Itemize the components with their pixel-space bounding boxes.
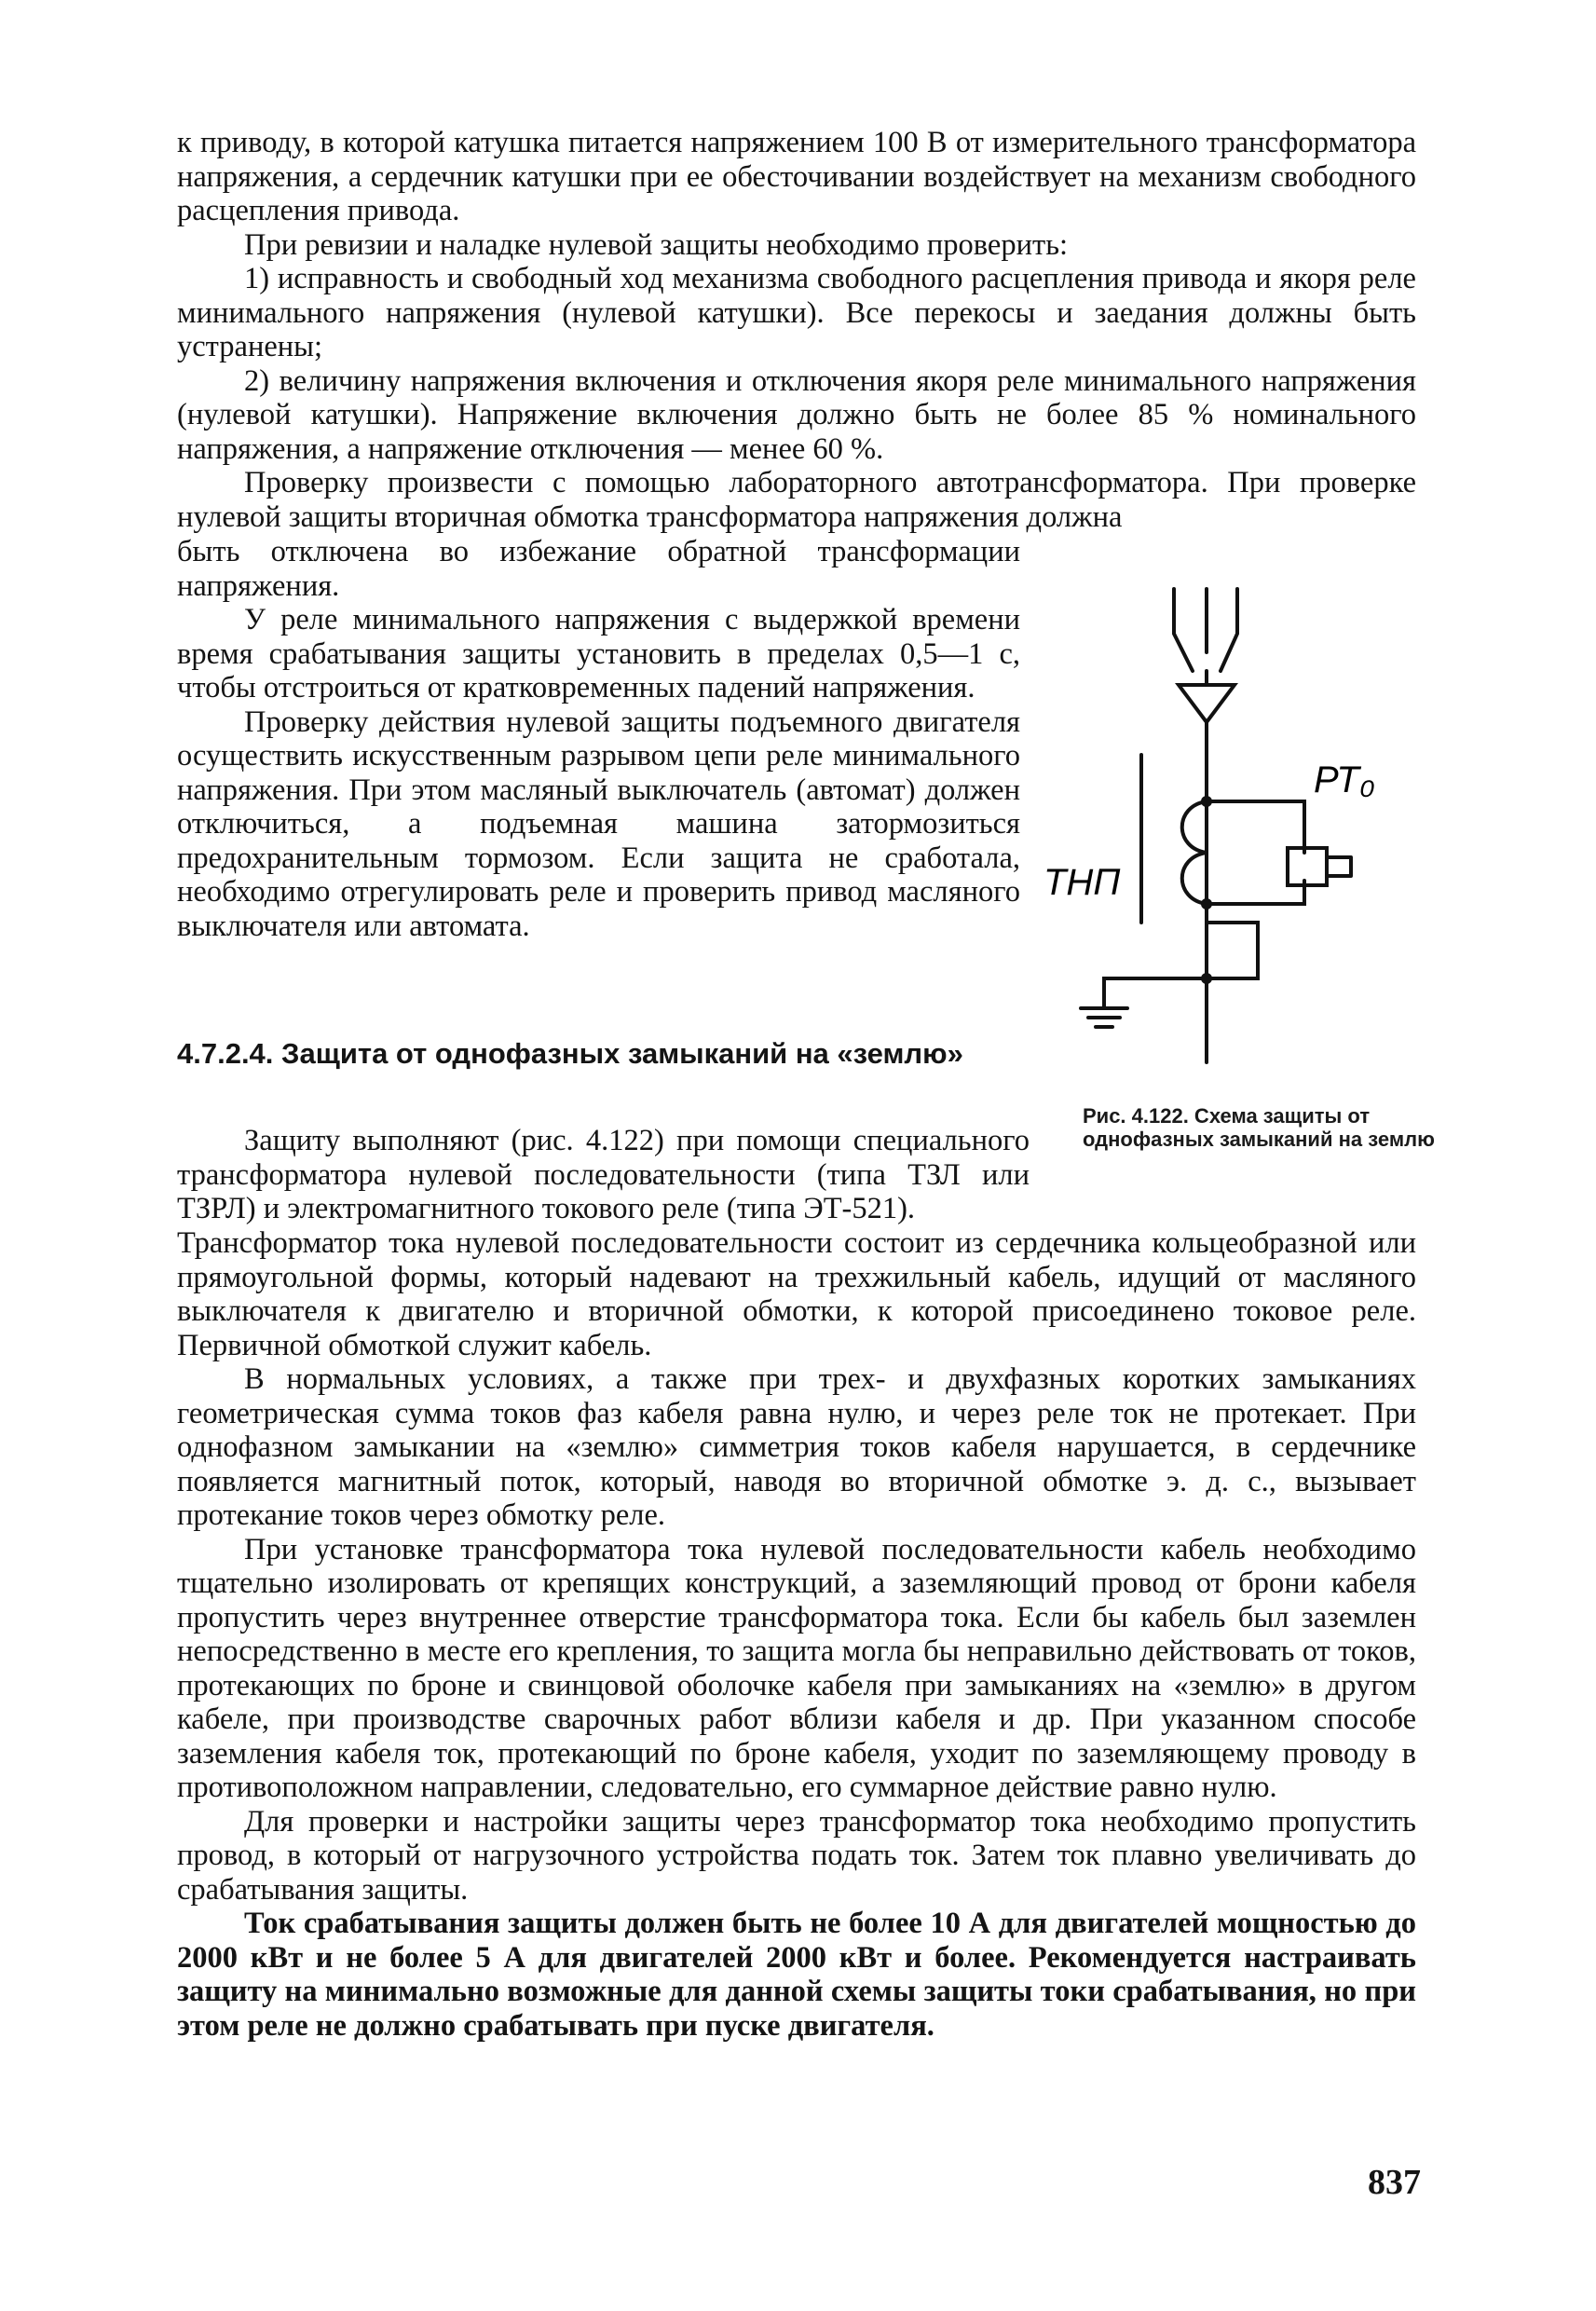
figure-caption: Рис. 4.122. Схема защиты от однофазных замыканий на землю	[1083, 1104, 1435, 1151]
paragraph: к приводу, в которой катушка питается напряжением 100 В от измерительного трансформатора напряжения, а сердечник катушки при ее обесточивании воздействует на механизм свободного расцепления привода.	[177, 126, 1416, 227]
paragraph: При ревизии и наладке нулевой защиты необходимо проверить:	[244, 227, 1069, 262]
paragraph: Проверку произвести с помощью лабораторного автотрансформатора. При проверке нулевой защиты вторичная обмотка трансформатора напряжения должна	[177, 466, 1416, 534]
paragraph: быть отключена во избежание обратной трансформации напряжения.	[177, 535, 1020, 603]
paragraph: В нормальных условиях, а также при трех- и двухфазных коротких замыканиях геометрическая сумма токов фаз кабеля равна нулю, и через реле ток не протекает. При однофазном замыкании на «землю» симметрия токов кабеля нарушается, в сердечнике появляется магнитный поток, который, наводя во вторичной обмотке э. д. с., вызывает протекание токов через обмотку реле.	[177, 1362, 1416, 1532]
junction-dot	[1201, 898, 1212, 909]
junction-dot	[1201, 973, 1212, 984]
protection-schematic-figure	[1034, 568, 1453, 1090]
secondary-winding	[1182, 801, 1207, 904]
paragraph: 1) исправность и свободный ход механизма свободного расцепления привода и якоря реле минимального напряжения (нулевой катушки). Все перекосы и заедания должны быть устранены;	[177, 262, 1416, 363]
top-text-block	[177, 126, 1416, 534]
relay-label: РТ₀	[1314, 759, 1375, 800]
narrow-text-block	[177, 535, 1020, 943]
bottom-text-block	[177, 1226, 1416, 2043]
paragraph: У реле минимального напряжения с выдержкой времени время срабатывания защиты установить в пределах 0,5—1 с, чтобы отстроиться от кратковременных падений напряжения.	[177, 603, 1020, 704]
paragraph: Для проверки и настройки защиты через трансформатор тока необходимо пропустить провод, в который от нагрузочного устройства подать ток. Затем ток плавно увеличивать до срабатывания защиты.	[177, 1804, 1416, 1907]
relay-box	[1288, 848, 1327, 885]
ground-lead	[1104, 978, 1207, 1006]
junction-dot	[1201, 796, 1212, 807]
section-heading: 4.7.2.4. Защита от однофазных замыканий на «землю»	[177, 1037, 963, 1070]
paragraph: Ток срабатывания защиты должен быть не более 10 А для двигателей мощностью до 2000 кВт и не более 5 А для двигателей 2000 кВт и более. Рекомендуется настраивать защиту на минимально возможные для данной схемы защиты токи срабатывания, но при этом реле не должно срабатывать при пуске двигателя.	[177, 1907, 1416, 2043]
paragraph: Защиту выполняют (рис. 4.122) при помощи специального трансформатора нулевой последовательности (типа ТЗЛ или ТЗРЛ) и электромагнитного токового реле (типа ЭТ-521).	[177, 1124, 1030, 1225]
paragraph: При установке трансформатора тока нулевой последовательности кабель необходимо тщательно изолировать от крепящих конструкций, а заземляющий провод от брони кабеля пропустить через внутреннее отверстие трансформатора тока. Если бы кабель был заземлен непосредственно в месте его крепления, то защита могла бы неправильно действовать от токов, протекающих по броне и свинцовой оболочке кабеля при замыканиях на «землю» в другом кабеле, при производстве сварочных работ вблизи кабеля и др. При указанном способе заземления кабеля ток, протекающий по броне кабеля, уходит по заземляющему проводу в противоположном направлении, следовательно, его суммарное действие равно нулю.	[177, 1532, 1416, 1804]
cable-triangle	[1179, 685, 1235, 722]
cable-conductor	[1221, 589, 1237, 671]
relay-wire	[1207, 801, 1304, 853]
paragraph: Проверку действия нулевой защиты подъемного двигателя осуществить искусственным разрывом цепи реле минимального напряжения. При этом масляный выключатель (автомат) должен отключиться, а подъемная машина затормозиться предохранительным тормозом. Если защита не сработала, необходимо отрегулировать реле и проверить привод масляного выключателя или автомата.	[177, 704, 1020, 943]
ground-symbol	[1081, 1008, 1127, 1027]
ground-wire	[1207, 923, 1258, 978]
paragraph: 2) величину напряжения включения и отключения якоря реле минимального напряжения (нулевой катушки). Напряжение включения должно быть не более 85 % номинального напряжения, а напряжение отключения — менее 60 %.	[177, 363, 1416, 466]
page-number: 837	[1368, 2163, 1421, 2202]
cable-conductor	[1174, 589, 1193, 671]
transformer-label: ТНП	[1044, 862, 1121, 903]
narrow-text-block-2	[177, 1124, 1030, 1226]
paragraph: Трансформатор тока нулевой последовательности состоит из сердечника кольцеобразной или прямоугольной формы, который надевают на трехжильный кабель, идущий от масляного выключателя к двигателю и вторичной обмотки, к которой присоединено токовое реле. Первичной обмоткой служит кабель.	[177, 1226, 1416, 1362]
